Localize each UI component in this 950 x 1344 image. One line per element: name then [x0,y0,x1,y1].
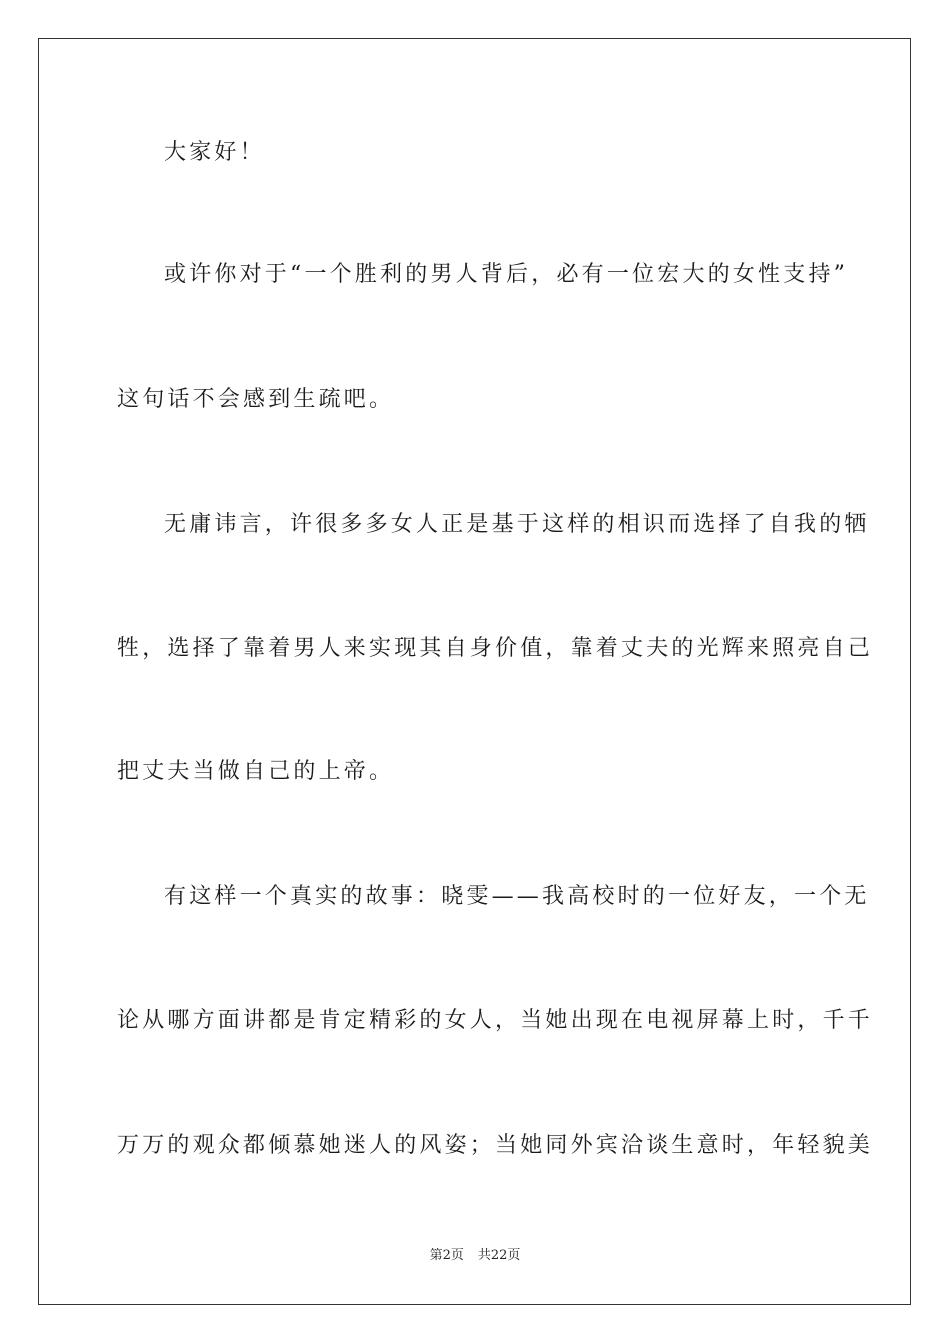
page-frame [38,38,911,1305]
text-line: 万万的观众都倾慕她迷人的风姿；当她同外宾洽谈生意时，年轻貌美 [117,1133,874,1158]
text-line-greeting: 大家好！ [164,140,265,165]
text-line: 有这样一个真实的故事：晓雯——我高校时的一位好友，一个无 [164,884,870,909]
text-line: 或许你对于“一个胜利的男人背后，必有一位宏大的女性支持” [164,262,849,287]
text-line: 论从哪方面讲都是肯定精彩的女人，当她出现在电视屏幕上时，千千 [117,1008,874,1033]
text-line: 牲，选择了靠着男人来实现其自身价值，靠着丈夫的光辉来照亮自己 [117,636,874,661]
text-line: 无庸讳言，许很多多女人正是基于这样的相识而选择了自我的牺 [164,512,870,537]
page-total: 共22页 [477,1248,521,1263]
page-number: 第2页 [429,1248,464,1263]
page-footer [0,1247,950,1265]
text-line: 把丈夫当做自己的上帝。 [117,759,395,784]
text-line: 这句话不会感到生疏吧。 [117,387,395,412]
